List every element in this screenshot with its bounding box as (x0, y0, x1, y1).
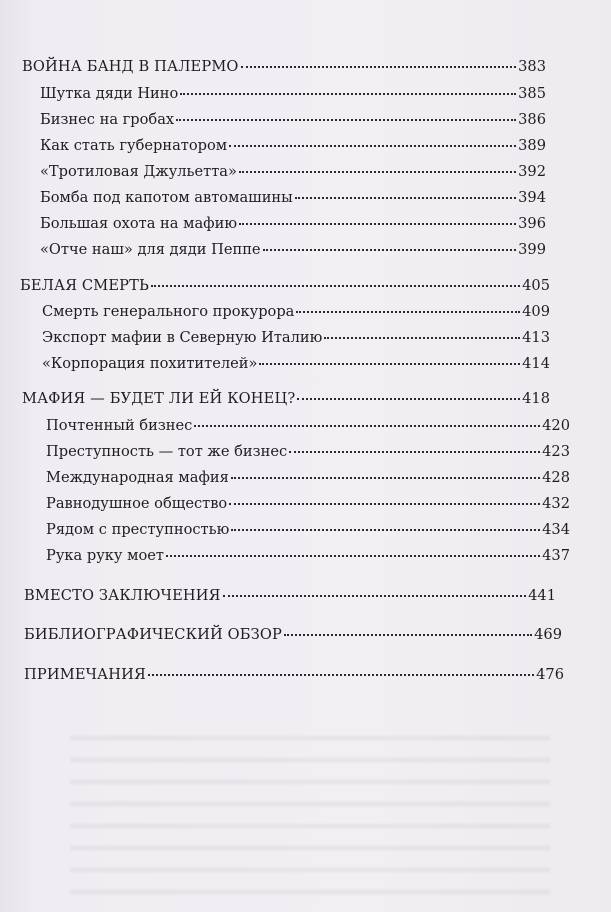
toc-entry (40, 215, 546, 233)
toc-entry-title: Равнодушное общество (46, 495, 228, 512)
dot-leader (166, 555, 540, 557)
toc-page-number: 409 (522, 303, 550, 320)
toc-entry-title: Преступность — тот же бизнес (46, 443, 288, 460)
toc-entry-title: «Корпорация похитителей» (42, 355, 258, 372)
toc-page-number: 383 (518, 58, 546, 75)
dot-leader (229, 503, 540, 505)
toc-entry-title: Рядом с преступностью (46, 521, 230, 538)
toc-part-heading (22, 58, 546, 76)
toc-entry (40, 189, 546, 207)
toc-page-number: 392 (518, 163, 546, 180)
toc-entry-title: Большая охота на мафию (40, 215, 238, 232)
toc-page-number: 386 (518, 111, 546, 128)
dot-leader (259, 363, 520, 365)
dot-leader (239, 223, 516, 225)
dot-leader (289, 451, 540, 453)
toc-page-number: 418 (522, 390, 550, 407)
dot-leader (239, 171, 516, 173)
toc-part-heading (20, 277, 550, 295)
toc-page-number: 394 (518, 189, 546, 206)
toc-page-number: 414 (522, 355, 550, 372)
toc-entry (46, 469, 570, 487)
dot-leader (231, 477, 540, 479)
toc-page-number: 385 (518, 85, 546, 102)
dot-leader (263, 249, 517, 251)
toc-part-heading (24, 666, 564, 684)
toc-entry-title: Почтенный бизнес (46, 417, 193, 434)
toc-page-number: 434 (542, 521, 570, 538)
toc-page-number: 399 (518, 241, 546, 258)
dot-leader (148, 674, 534, 676)
toc-page-number: 396 (518, 215, 546, 232)
dot-leader (223, 595, 527, 597)
toc-page-number: 405 (522, 277, 550, 294)
dot-leader (151, 285, 520, 287)
dot-leader (295, 197, 516, 199)
toc-part-title: БИБЛИОГРАФИЧЕСКИЙ ОБЗОР (24, 626, 282, 643)
toc-entry (42, 329, 550, 347)
toc-entry (40, 85, 546, 103)
toc-page-number: 423 (542, 443, 570, 460)
toc-entry (40, 111, 546, 129)
toc-page-number: 432 (542, 495, 570, 512)
toc-entry (46, 547, 570, 565)
toc-entry (40, 241, 546, 259)
toc-page-number: 389 (518, 137, 546, 154)
toc-page-number: 437 (542, 547, 570, 564)
toc-entry-title: Бизнес на гробах (40, 111, 175, 128)
toc-entry-title: Международная мафия (46, 469, 229, 486)
toc-page-number: 441 (528, 587, 556, 604)
toc-entry-title: Смерть генерального прокурора (42, 303, 295, 320)
toc-entry (40, 137, 546, 155)
toc-entry-title: Бомба под капотом автомашины (40, 189, 293, 206)
toc-part-title: ВМЕСТО ЗАКЛЮЧЕНИЯ (24, 587, 221, 604)
toc-part-heading (24, 587, 556, 605)
toc-entry (46, 417, 570, 435)
toc-entry (42, 355, 550, 373)
toc-page-number: 469 (534, 626, 562, 643)
dot-leader (231, 529, 540, 531)
toc-entry-title: Рука руку моет (46, 547, 164, 564)
toc-page-number: 428 (542, 469, 570, 486)
toc-entry (46, 443, 570, 461)
toc-entry-title: Как стать губернатором (40, 137, 228, 154)
dot-leader (297, 398, 520, 400)
toc-entry-title: Экспорт мафии в Северную Италию (42, 329, 323, 346)
dot-leader (229, 145, 516, 147)
dot-leader (324, 337, 520, 339)
toc-entry (42, 303, 550, 321)
toc-part-title: ВОЙНА БАНД В ПАЛЕРМО (22, 58, 239, 75)
toc-part-heading (22, 390, 550, 408)
dot-leader (284, 634, 532, 636)
toc-part-title: МАФИЯ — БУДЕТ ЛИ ЕЙ КОНЕЦ? (22, 390, 296, 407)
dot-leader (180, 93, 516, 95)
toc-entry-title: Шутка дяди Нино (40, 85, 179, 102)
show-through-text (70, 725, 550, 905)
toc-entry (46, 495, 570, 513)
toc-page-number: 413 (522, 329, 550, 346)
toc-entry (40, 163, 546, 181)
toc-part-title: ПРИМЕЧАНИЯ (24, 666, 146, 683)
toc-entry (46, 521, 570, 539)
dot-leader (241, 66, 517, 68)
toc-entry-title: «Отче наш» для дяди Пеппе (40, 241, 261, 258)
toc-page-number: 420 (542, 417, 570, 434)
toc-part-title: БЕЛАЯ СМЕРТЬ (20, 277, 149, 294)
dot-leader (194, 425, 540, 427)
dot-leader (296, 311, 520, 313)
toc-entry-title: «Тротиловая Джульетта» (40, 163, 237, 180)
toc-page-number: 476 (536, 666, 564, 683)
dot-leader (176, 119, 516, 121)
toc-part-heading (24, 626, 562, 644)
